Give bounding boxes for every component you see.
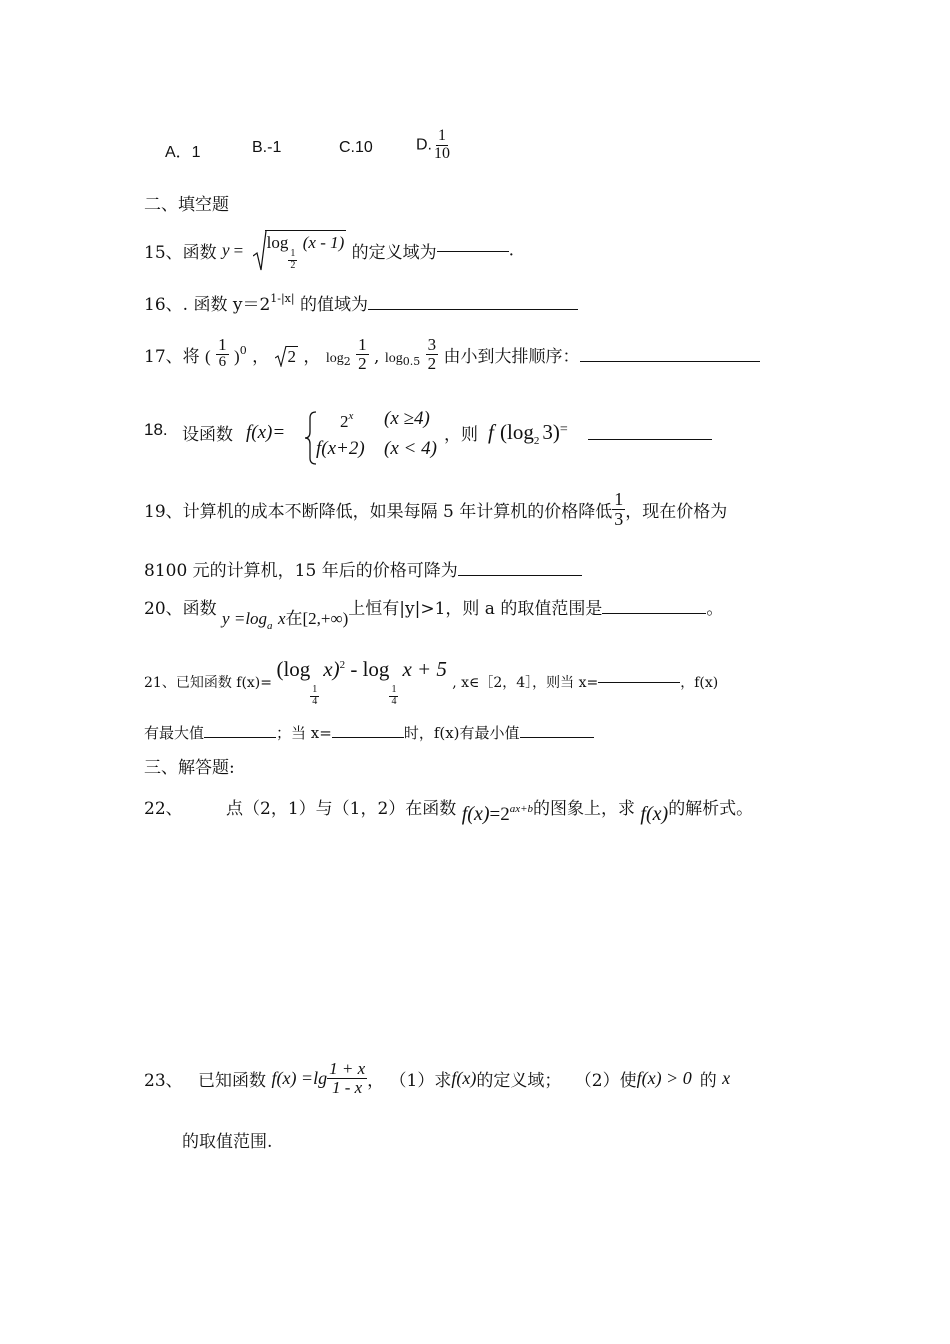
q16-text: 16、. 函数 y＝2 — [144, 295, 271, 315]
q17-comma3: , — [374, 347, 380, 367]
question-19-line2 — [144, 556, 582, 581]
q17-frac1-num: 1 — [218, 335, 227, 354]
q21-fx: ，f(x) — [680, 675, 719, 691]
q21-tail-expr: x + 5 — [402, 657, 447, 681]
q17-text: 由小到大排顺序： — [443, 347, 580, 367]
q17-frac2-num: 1 — [358, 335, 367, 354]
q15-arg: (x - 1) — [302, 233, 345, 252]
q21-square: 2 — [339, 659, 346, 671]
q22-x: (x) — [467, 803, 490, 825]
q17-sqrt — [275, 347, 299, 367]
q18-arg-base: 2 — [533, 435, 540, 447]
choice-d-num: 1 — [438, 127, 446, 144]
q21-log2: - log — [345, 657, 390, 681]
q17-frac2-den: 2 — [358, 353, 367, 373]
q23-part2-tail: 的 — [699, 1070, 717, 1091]
q23-fx: f(x) =lg — [271, 1067, 328, 1088]
q17-log05-base: 0.5 — [402, 355, 421, 368]
q17-exp0: 0 — [239, 344, 247, 357]
q20-base: a — [267, 620, 273, 632]
q18-eq: = — [559, 422, 568, 437]
q23-label: 23、 — [144, 1070, 183, 1091]
question-22 — [144, 794, 753, 826]
q21-base1-den: 4 — [312, 695, 318, 707]
q17-log2-base: 2 — [343, 355, 351, 368]
q17-blank — [580, 360, 760, 362]
q23-part1-tail: 的定义域； — [476, 1070, 562, 1091]
q18-arg — [500, 420, 568, 447]
q22-x2: (x) — [645, 803, 669, 825]
section-fill-blank-title: 二、填空题 — [144, 195, 229, 215]
question-23-line2: 的取值范围. — [182, 1132, 273, 1152]
q21-expr — [276, 657, 452, 707]
q17-log2: log — [325, 351, 344, 366]
q16-exponent: 1-|x| — [270, 292, 295, 305]
q15-label: 15、函数 — [144, 243, 217, 263]
question-23 — [144, 1060, 730, 1097]
q15-base-den: 2 — [290, 259, 296, 271]
q21-label: 21、已知函数 f(x)= — [144, 675, 272, 691]
q19-line1: 19、计算机的成本不断降低，如果每隔 5 年计算机的价格降低 — [144, 501, 613, 522]
question-21-line2 — [144, 722, 594, 743]
q18-case1 — [340, 410, 353, 432]
q20-blank — [602, 612, 706, 614]
q19-blank — [458, 574, 582, 576]
choice-a: A．1 — [165, 144, 201, 161]
q21-blank4 — [520, 736, 594, 738]
q17-frac3-num: 3 — [427, 335, 437, 354]
q15-text: 的定义域为 — [351, 243, 437, 263]
q22-f2: f — [640, 803, 646, 825]
q20-end: 。 — [706, 599, 724, 619]
q18-blank — [588, 438, 712, 440]
q21-base1-num: 1 — [312, 684, 318, 695]
q17-log05: log — [384, 351, 403, 366]
q18-arg-log: (log — [500, 420, 534, 444]
q17-sqrt-value: 2 — [287, 347, 297, 366]
q17-frac1-den: 6 — [218, 353, 227, 370]
q15-base-num: 1 — [290, 248, 296, 259]
q15-blank — [437, 250, 509, 252]
q21-min-label: 时，f(x)有最小值 — [403, 724, 520, 742]
choice-c: C.10 — [339, 139, 373, 156]
choice-d-den: 10 — [434, 144, 450, 162]
q21-when-x: ；当 x= — [276, 724, 332, 742]
q21-base2-num: 1 — [391, 684, 397, 695]
q19-line2: 8100 元的计算机，15 年后的价格可降为 — [144, 561, 458, 581]
q17-paren-right: ) — [234, 347, 240, 366]
q21-blank2 — [204, 736, 276, 738]
q18-arg-tail: 3) — [542, 420, 560, 444]
q19-line1-tail: ，现在价格为 — [625, 501, 728, 522]
q23-fx3: f(x) > 0 — [636, 1067, 692, 1088]
q15-y: y — [222, 240, 230, 260]
q23-part2: （2）使 — [574, 1070, 637, 1091]
question-16 — [144, 290, 578, 315]
q20-text: 上恒有|y|>1，则 a 的取值范围是 — [348, 599, 603, 619]
q22-tail2: 的解析式。 — [668, 799, 754, 819]
q21-max-label: 有最大值 — [144, 724, 205, 742]
q21-range: , x∈［2，4］，则当 x= — [452, 675, 599, 691]
q15-end: . — [508, 240, 515, 261]
q23-frac-den: 1 - x — [332, 1077, 363, 1097]
section-solve-title: 三、解答题: — [144, 758, 235, 778]
q16-tail: 的值域为 — [300, 295, 369, 315]
question-20 — [144, 594, 723, 632]
q17-paren-left: ( — [205, 347, 211, 366]
q22-exponent: ax+b — [509, 803, 534, 815]
question-15 — [144, 230, 514, 271]
q20-x: x — [277, 609, 286, 628]
choice-b: B.-1 — [252, 139, 282, 156]
question-17 — [144, 333, 760, 373]
q17-label: 17、将 — [144, 347, 200, 367]
q22-label: 22、 — [144, 799, 183, 819]
question-21 — [144, 657, 718, 707]
q22-tail: 的图象上，求 — [533, 799, 636, 819]
q17-comma1: ， — [252, 347, 270, 367]
q21-blank1 — [598, 681, 680, 683]
q19-frac-num: 1 — [614, 489, 624, 509]
q15-eq: = — [233, 240, 244, 260]
q18-case2-cond: (x < 4) — [384, 438, 437, 459]
q21-log1: (log — [276, 657, 311, 681]
q23-frac-num: 1 + x — [329, 1059, 366, 1078]
q23-fx2: f(x) — [451, 1067, 477, 1088]
q21-blank3 — [332, 736, 404, 738]
q18-label: 18. — [144, 420, 168, 439]
q17-frac3-den: 2 — [427, 353, 437, 373]
q18-f: f — [488, 420, 494, 444]
q18-case1-exp: x — [348, 410, 354, 422]
q15-log: log — [266, 233, 289, 252]
q23-x: x — [722, 1067, 731, 1088]
choice-d-label: D. — [416, 136, 432, 154]
q18-lead: 设函数 — [182, 425, 233, 445]
q23-sep: ， — [367, 1070, 385, 1091]
q20-domain: 在[2,+∞) — [285, 609, 349, 628]
q18-case2-expr: f(x+2) — [316, 438, 365, 459]
q18-then: ，则 — [444, 425, 478, 445]
q20-label: 20、函数 — [144, 599, 217, 619]
q18-fx: f(x)= — [246, 422, 286, 443]
q23-lead: 已知函数 — [198, 1070, 267, 1091]
q16-blank — [368, 308, 578, 310]
q15-sqrt — [253, 230, 347, 271]
question-19 — [144, 490, 727, 529]
q19-frac-den: 3 — [614, 508, 624, 529]
q20-expr: y =log — [222, 609, 268, 628]
q21-x: x) — [323, 657, 340, 681]
q22-f: f — [461, 803, 468, 825]
q21-base2-den: 4 — [391, 695, 397, 707]
q22-eq: =2 — [489, 804, 510, 825]
q17-comma2: ， — [303, 347, 321, 367]
q18-case1-expr: 2 — [340, 412, 349, 431]
q22-text: 点（2，1）与（1，2）在函数 — [226, 799, 457, 819]
q23-part1: （1）求 — [389, 1070, 452, 1091]
q18-case1-cond: (x ≥4) — [384, 408, 430, 429]
choice-d — [416, 128, 452, 163]
